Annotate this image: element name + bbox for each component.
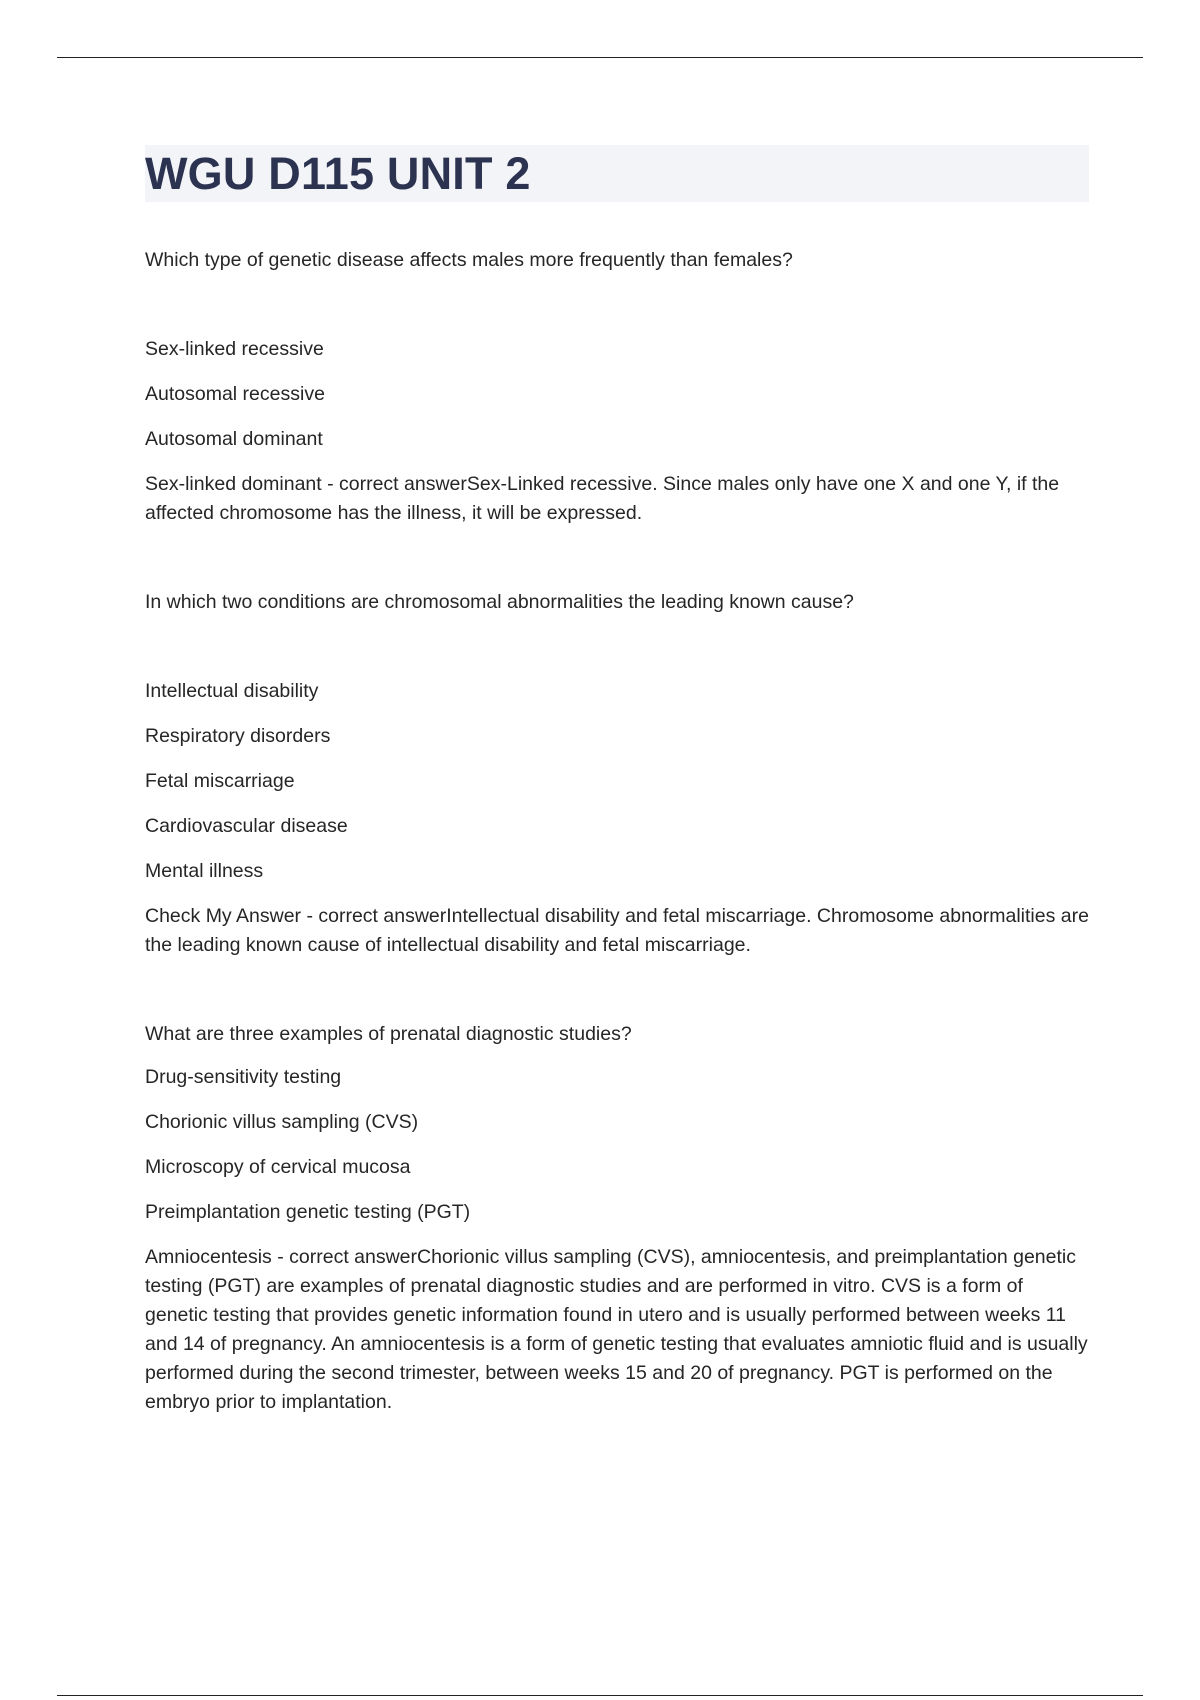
question-block-3 — [145, 1020, 1090, 1417]
answer-option: Chorionic villus sampling (CVS) — [145, 1111, 419, 1133]
answer-option: Autosomal dominant — [145, 428, 323, 450]
answer-option: Microscopy of cervical mucosa — [145, 1156, 411, 1178]
question-text: What are three examples of prenatal diagnostic studies? — [145, 1023, 632, 1045]
answer-option: Intellectual disability — [145, 680, 319, 702]
answer-option: Drug-sensitivity testing — [145, 1066, 342, 1088]
question-block-1 — [145, 246, 1090, 528]
answer-option: Autosomal recessive — [145, 383, 325, 405]
answer-option: Mental illness — [145, 860, 264, 882]
top-divider — [57, 57, 1143, 58]
answer-explanation: Sex-linked dominant - correct answerSex-Linked recessive. Since males only have one X and one Y, if the affected chromosome has the illness, it will be expressed. — [145, 473, 1060, 524]
page-title: WGU D115 UNIT 2 — [145, 148, 531, 199]
question-text: In which two conditions are chromosomal abnormalities the leading known cause? — [145, 591, 854, 613]
answer-explanation: Check My Answer - correct answerIntellectual disability and fetal miscarriage. Chromosome abnormalities are the leading known cause of intellectual disability and fetal miscarriage. — [145, 905, 1089, 956]
bottom-divider — [57, 1695, 1143, 1696]
answer-option: Cardiovascular disease — [145, 815, 348, 837]
answer-option: Preimplantation genetic testing (PGT) — [145, 1201, 471, 1223]
answer-explanation: Amniocentesis - correct answerChorionic villus sampling (CVS), amniocentesis, and preimplantation genetic testing (PGT) are examples of prenatal diagnostic studies and are performed in vitro. CVS is a form of genetic testing that provides genetic information found in utero and is usually performed between weeks 11 and 14 of pregnancy. An amniocentesis is a form of genetic testing that evaluates amniotic fluid and is usually performed during the second trimester, between weeks 15 and 20 of pregnancy. PGT is performed on the embryo prior to implantation. — [145, 1246, 1088, 1413]
answer-option: Fetal miscarriage — [145, 770, 295, 792]
answer-option: Sex-linked recessive — [145, 338, 324, 360]
question-block-2 — [145, 588, 1090, 960]
document-body — [145, 246, 1090, 1417]
question-text: Which type of genetic disease affects males more frequently than females? — [145, 249, 793, 271]
answer-option: Respiratory disorders — [145, 725, 331, 747]
